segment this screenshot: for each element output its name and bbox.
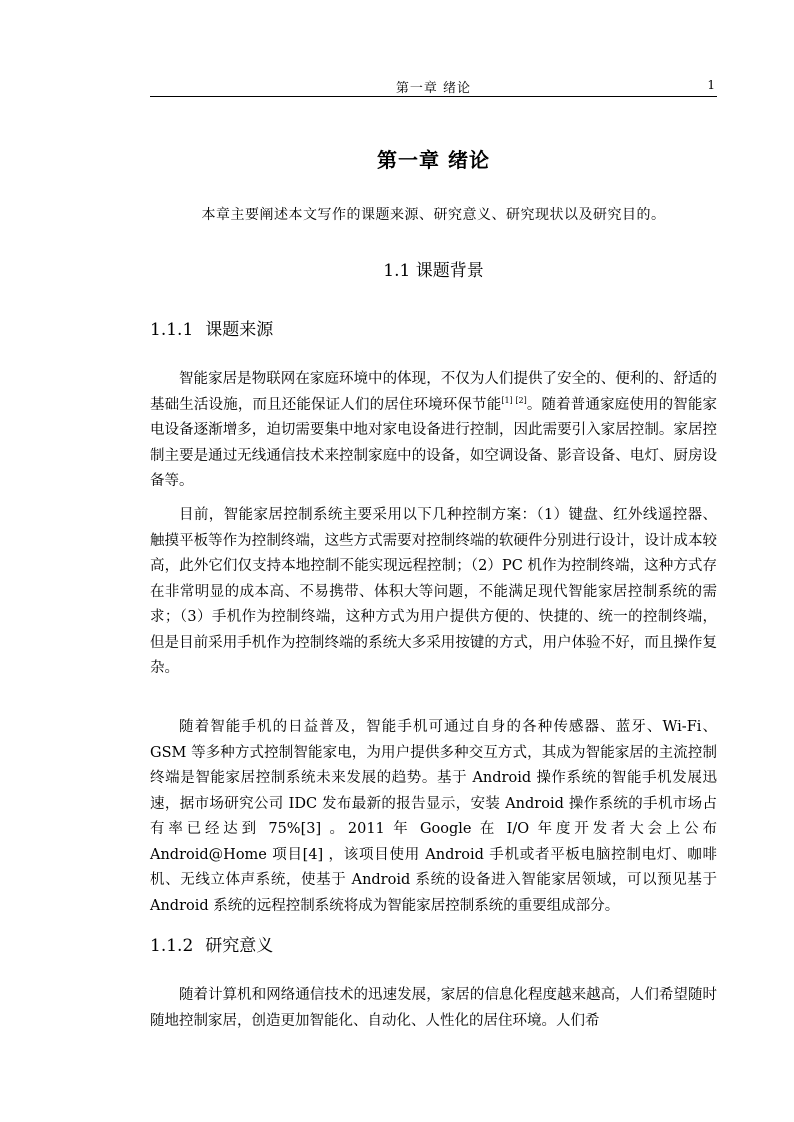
chapter-intro: 本章主要阐述本文写作的课题来源、研究意义、研究现状以及研究目的。 — [201, 207, 666, 223]
body-paragraph: 随着智能手机的日益普及，智能手机可通过自身的各种传感器、蓝牙、Wi-Fi、GSM 等多种方式控制智能家电，为用户提供多种交互方式，其成为智能家居的主流控制终端是智能家居控制系统未来发展的趋势。基于 Android 操作系统的智能手机发展迅速，据市场研究公司 IDC 发布最新的报告显示，安装 Android 操作系统的手机市场占有率已经达到 75%[3] 。2011 年 Google 在 I/O 年度开发者大会上公布Android@Home 项目[4] ，该项目使用 Android 手机或者平板电脑控制电灯、咖啡机、无线立体声系统，使基于 Android 系统的设备进入智能家居领域，可以预见基于Android 系统的远程控制系统将成为智能家居控制系统的重要组成部分。 — [150, 719, 717, 914]
paragraph-text: 智能家居是物联网在家庭环境中的体现，不仅为人们提供了安全的、便利的、舒适的基础生活设施，而且还能保证人们的居住环境环保节能 — [150, 371, 717, 413]
citation-ref: [1] [2] — [501, 395, 527, 405]
section-title: 1.1 课题背景 — [383, 261, 484, 281]
page-number: 1 — [707, 78, 715, 92]
paragraph-text: 。随着普通家庭使用的智能家电设备逐渐增多，迫切需要集中地对家电设备进行控制，因此需要引入家居控制。家居控制主要是通过无线通信技术来控制家庭中的设备，如空调设备、影音设备、电灯、厨房设备等。 — [150, 396, 718, 489]
subsection-heading-significance — [150, 931, 273, 956]
subsection-title: 研究意义 — [205, 936, 274, 956]
running-header — [150, 76, 717, 97]
running-header-title: 第一章 绪论 — [395, 81, 472, 96]
subsection-title: 课题来源 — [205, 320, 274, 340]
subsection-number: 1.1.1 — [150, 320, 194, 340]
body-paragraph: 目前，智能家居控制系统主要采用以下几种控制方案：（1）键盘、红外线遥控器、触摸平板等作为控制终端，这些方式需要对控制终端的软硬件分别进行设计，设计成本较高，此外它们仅支持本地控制不能实现远程控制；（2）PC 机作为控制终端，这种方式存在非常明显的成本高、不易携带、体积大等问题，不能满足现代智能家居控制系统的需求；（3）手机作为控制终端，这种方式为用户提供方便的、快捷的、统一的控制终端，但是目前采用手机作为控制终端的系统大多采用按键的方式，用户体验不好，而且操作复杂。 — [150, 507, 717, 676]
chapter-title: 第一章 绪论 — [377, 148, 490, 172]
subsection-number: 1.1.2 — [150, 936, 194, 956]
body-paragraph — [150, 367, 717, 495]
body-paragraph: 随着计算机和网络通信技术的迅速发展，家居的信息化程度越来越高，人们希望随时随地控制家居，创造更加智能化、自动化、人性化的居住环境。人们希 — [150, 987, 717, 1029]
subsection-heading-source — [150, 315, 273, 340]
